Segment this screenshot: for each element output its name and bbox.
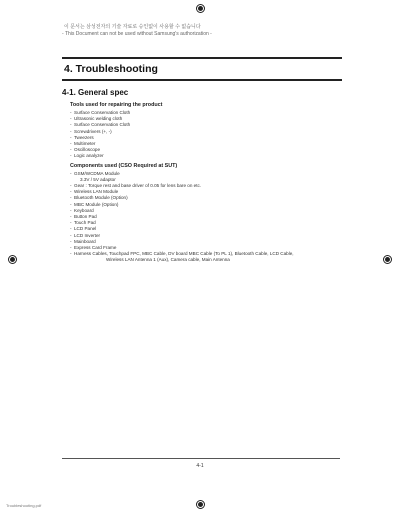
- notice-korean: 이 문서는 삼성전자의 기술 자료로 승인없이 사용할 수 없습니다: [64, 24, 201, 30]
- list-item: - Button Pad: [70, 214, 342, 220]
- notice-english: - This Document can not be used without Samsung's authorization -: [62, 31, 212, 37]
- list-item: - Surface Conservation Cloth: [70, 122, 342, 128]
- list-item: 3.3V / 5V adaptor: [80, 176, 116, 182]
- list-item: - MBC Module (Option): [70, 202, 342, 208]
- section-heading: 4-1. General spec: [62, 88, 129, 97]
- list-item: - Wireless LAN Module: [70, 189, 342, 195]
- tools-list: [62, 110, 342, 160]
- registration-mark-left-icon: [8, 255, 17, 264]
- list-item: - LCD Inverter: [70, 233, 342, 239]
- list-item: - Bluetooth Module (Option): [70, 195, 342, 201]
- list-item: - Gear : Torque rest and base driver of 0.05 for lens bare on etc.: [70, 183, 342, 189]
- tools-heading: Tools used for repairing the product: [70, 102, 163, 108]
- main-content: [62, 88, 342, 267]
- components-heading: Components used (CSO Required at SUT): [70, 162, 178, 169]
- chapter-title: 4. Troubleshooting: [64, 63, 158, 75]
- list-item: Wireless LAN Antenna 1 (Aux), Camera cable, Main Antenna: [106, 257, 230, 263]
- confidentiality-notice: [62, 24, 362, 38]
- registration-mark-right-icon: [383, 255, 392, 264]
- file-reference: Troubleshooting.pdf: [6, 503, 42, 508]
- list-item: - Touch Pad: [70, 220, 342, 226]
- list-item: - Ultrasonic welding cloth: [70, 116, 342, 122]
- list-item: - Oscilloscope: [70, 147, 342, 153]
- chapter-title-bar: [62, 57, 342, 81]
- list-item: - Logic analyzer: [70, 153, 342, 159]
- list-item: - Keyboard: [70, 208, 342, 214]
- registration-mark-top-icon: [196, 4, 205, 13]
- list-item: - Screwdrivers (+, -): [70, 129, 342, 135]
- components-list: [62, 171, 342, 264]
- list-item: - Multimeter: [70, 141, 342, 147]
- list-item: - LCD Panel: [70, 226, 342, 232]
- list-item: - GSM/WCDMA Module: [70, 171, 342, 177]
- list-item: - Surface Conservation Cloth: [70, 110, 342, 116]
- list-item: - Express Card Frame: [70, 245, 342, 251]
- list-item: - Harness Cables, Touchpad FPC, MBC Cable, DV board MBC Cable (To PL 1), Bluetooth Cable, LCD Cable,: [70, 251, 342, 257]
- list-item: - Mainboard: [70, 239, 342, 245]
- footer-divider: [62, 458, 340, 459]
- list-item: - Tweezers: [70, 135, 342, 141]
- registration-mark-bottom-icon: [196, 500, 205, 509]
- page-number: 4-1: [196, 463, 204, 469]
